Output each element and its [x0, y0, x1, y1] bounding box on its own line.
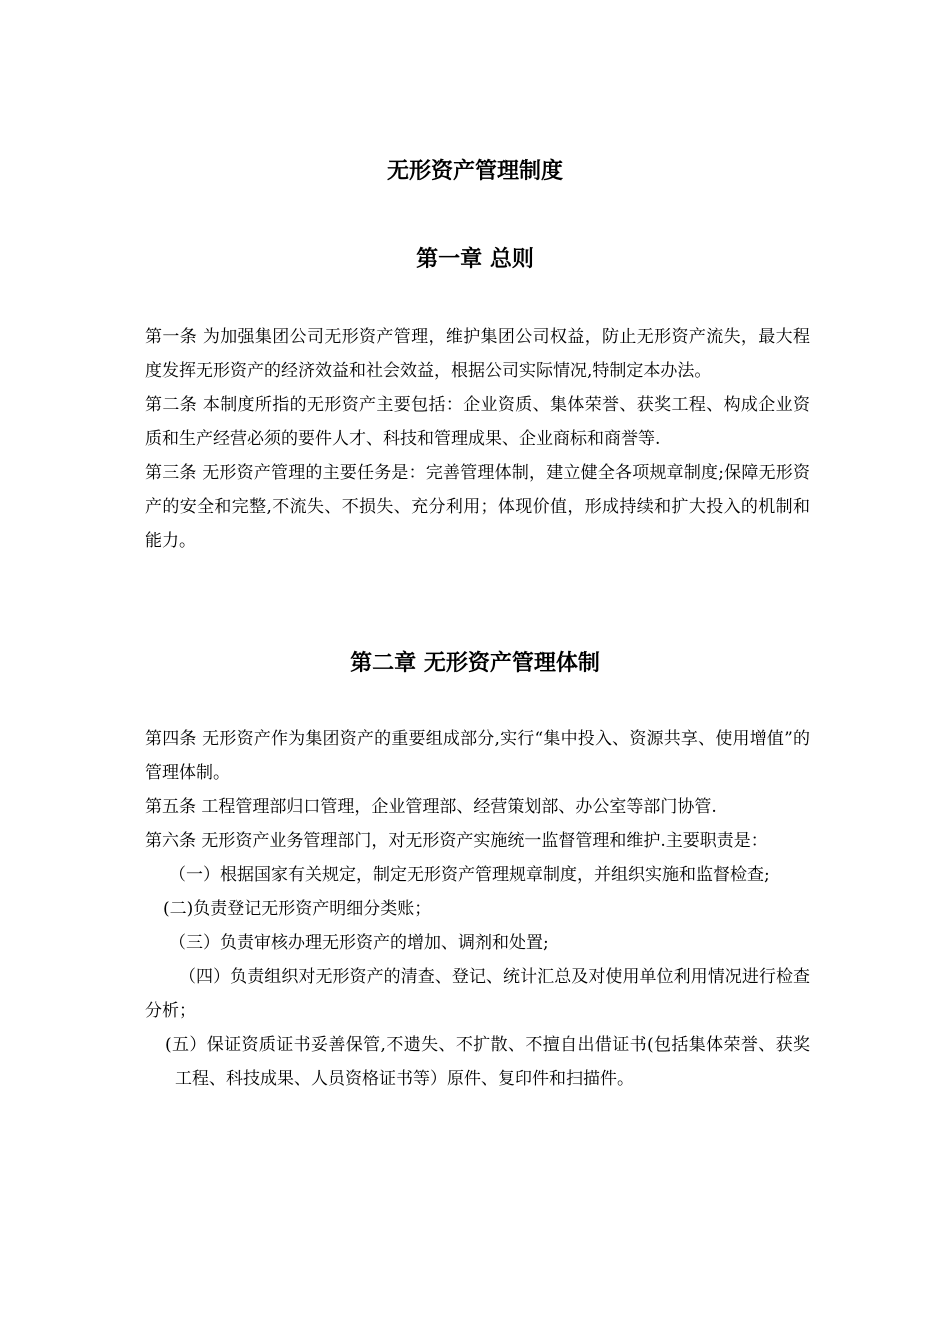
article-5: 第五条 工程管理部归口管理，企业管理部、经营策划部、办公室等部门协管.	[145, 797, 717, 817]
duty-item-4: （四）负责组织对无形资产的清查、登记、统计汇总及对使用单位利用情况进行检查分析；	[145, 967, 810, 1021]
article-2: 第二条 本制度所指的无形资产主要包括：企业资质、集体荣誉、获奖工程、构成企业资质和生产经营必须的要件人才、科技和管理成果、企业商标和商誉等.	[145, 395, 810, 449]
chapter-2-heading: 第二章 无形资产管理体制	[350, 650, 600, 676]
duty-item-1: （一）根据国家有关规定，制定无形资产管理规章制度，并组织实施和监督检查;	[169, 865, 770, 885]
chapter-1-heading: 第一章 总则	[416, 246, 534, 272]
chapter-2-body	[145, 722, 810, 1096]
article-4: 第四条 无形资产作为集团资产的重要组成部分,实行“集中投入、资源共享、使用增值”的管理体制。	[145, 729, 810, 783]
duty-item-3: （三）负责审核办理无形资产的增加、调剂和处置;	[169, 933, 549, 953]
article-6: 第六条 无形资产业务管理部门，对无形资产实施统一监督管理和维护.主要职责是：	[145, 831, 768, 851]
duty-item-2: (二)负责登记无形资产明细分类账；	[163, 899, 432, 919]
article-1: 第一条 为加强集团公司无形资产管理，维护集团公司权益，防止无形资产流失，最大程度发挥无形资产的经济效益和社会效益，根据公司实际情况,特制定本办法。	[145, 327, 810, 381]
article-3: 第三条 无形资产管理的主要任务是：完善管理体制，建立健全各项规章制度;保障无形资产的安全和完整,不流失、不损失、充分利用；体现价值，形成持续和扩大投入的机制和能力。	[145, 463, 810, 551]
document-title: 无形资产管理制度	[386, 158, 563, 184]
chapter-1-body	[145, 320, 810, 558]
duty-item-5: (五）保证资质证书妥善保管,不遗失、不扩散、不擅自出借证书(包括集体荣誉、获奖工程、科技成果、人员资格证书等）原件、复印件和扫描件。	[165, 1035, 810, 1089]
